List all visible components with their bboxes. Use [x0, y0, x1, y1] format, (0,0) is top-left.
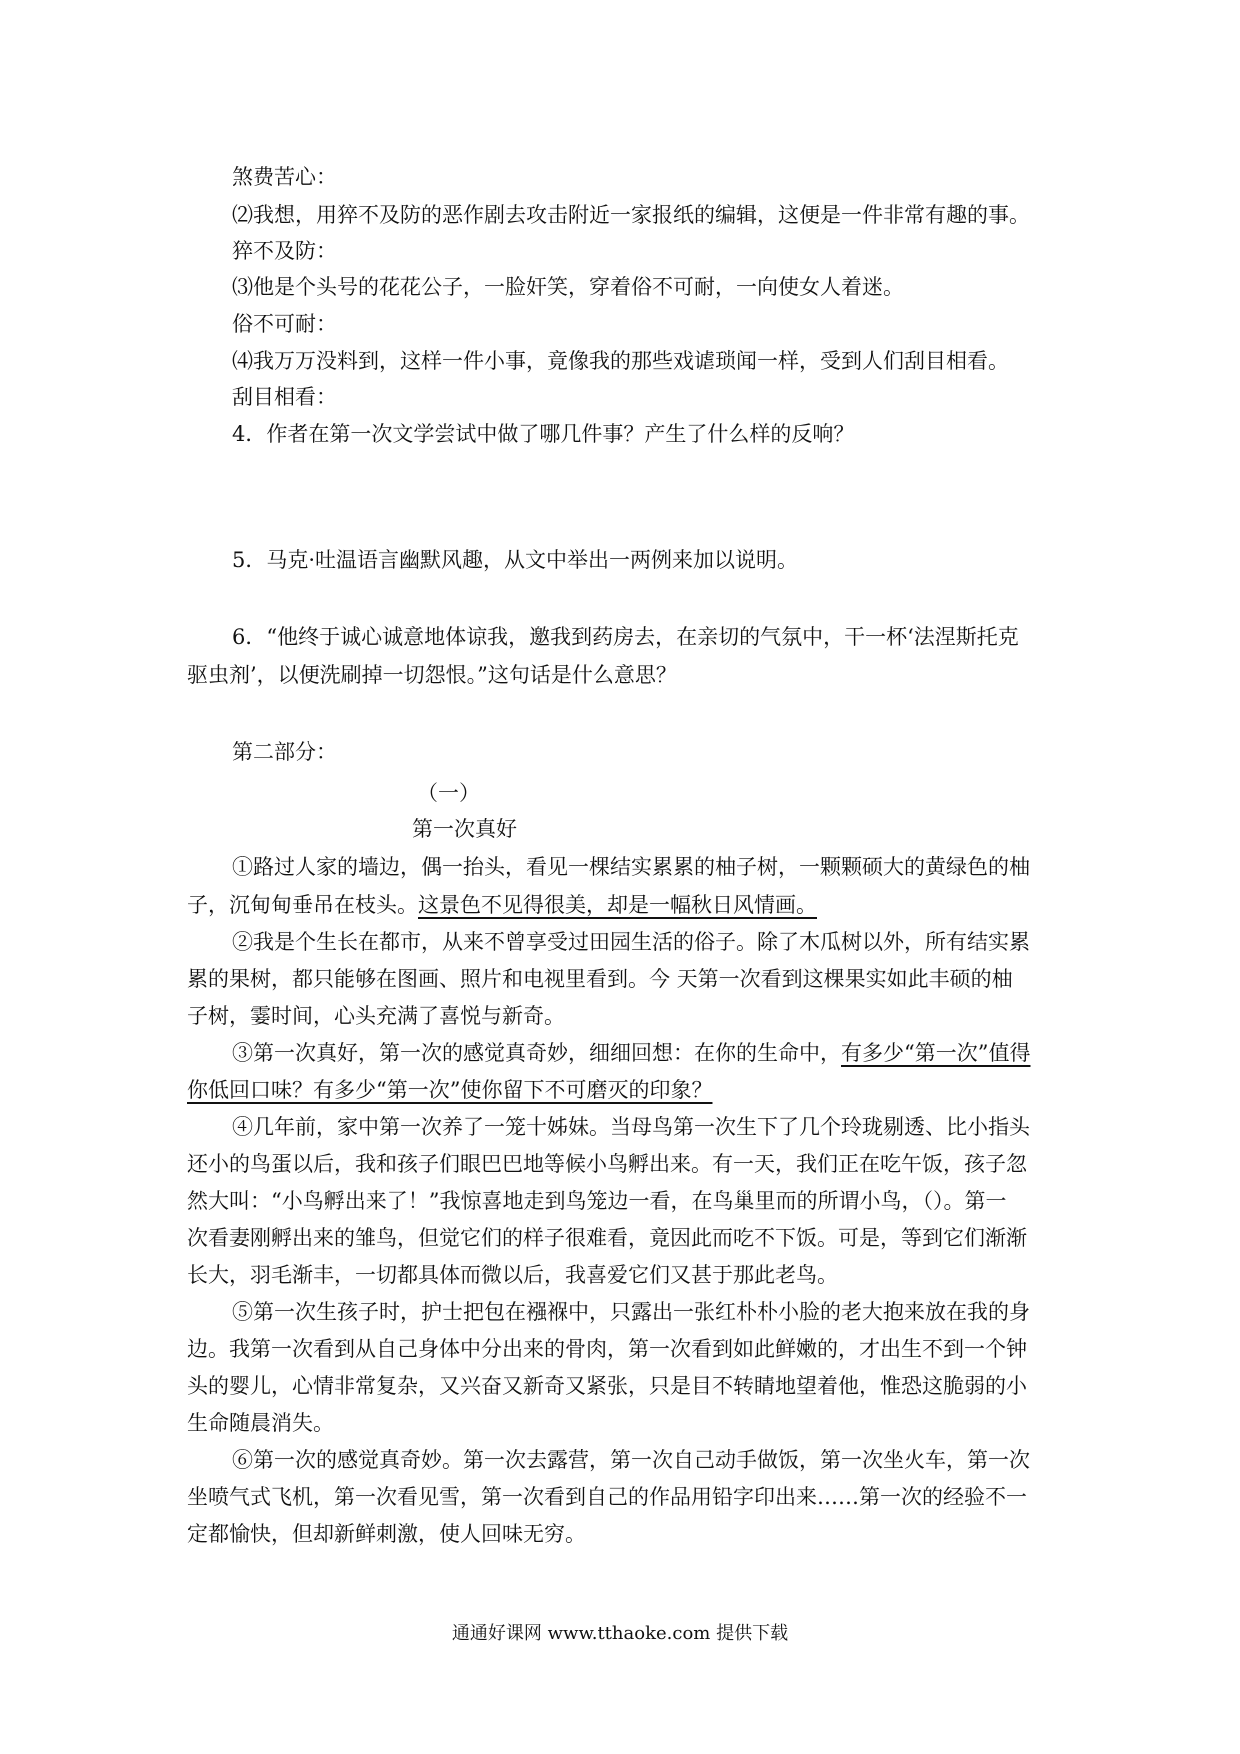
term-label: 俗不可耐：	[232, 312, 337, 336]
section-number: （一）	[417, 781, 480, 805]
question-6-line-2: 驱虫剂’，以便洗刷掉一切怨恨。”这句话是什么意思？	[187, 663, 677, 687]
paragraph-3-text: ③第一次真好，第一次的感觉真奇妙，细细回想：在你的生命中，	[232, 1041, 841, 1065]
paragraph-5-line: ⑤第一次生孩子时，护士把包在襁褓中，只露出一张红朴朴小脸的老大抱来放在我的身	[232, 1300, 1030, 1324]
paragraph-4-line: 然大叫：“小鸟孵出来了！”我惊喜地走到鸟笼边一看，在鸟巢里而的所谓小鸟，（）。第一	[187, 1189, 1007, 1213]
question-6-line-1: 6．“他终于诚心诚意地体谅我，邀我到药房去，在亲切的气氛中，干一杯‘法涅斯托克	[232, 625, 1019, 649]
sentence-2: ⑵我想，用猝不及防的恶作剧去攻击附近一家报纸的编辑，这便是一件非常有趣的事。	[232, 203, 1030, 227]
underlined-sentence: 这景色不见得很美，却是一幅秋日风情画。	[418, 893, 817, 917]
page-footer: 通通好课网 www.tthaoke.com 提供下载	[451, 1623, 789, 1644]
paragraph-4-line: 次看妻刚孵出来的雏鸟，但觉它们的样子很难看，竟因此而吃不下饭。可是，等到它们渐渐	[187, 1226, 1027, 1250]
paragraph-2-line: ②我是个生长在都市，从来不曾享受过田园生活的俗子。除了木瓜树以外，所有结实累	[232, 930, 1030, 954]
paragraph-5-line: 边。我第一次看到从自己身体中分出来的骨肉，第一次看到如此鲜嫩的，才出生不到一个钟	[187, 1337, 1027, 1361]
term-label: 煞费苦心：	[232, 165, 337, 189]
question-5: 5．马克·吐温语言幽默风趣，从文中举出一两例来加以说明。	[232, 548, 799, 572]
paragraph-1-text: 子，沉甸甸垂吊在枝头。	[187, 893, 418, 917]
underlined-sentence: 你低回口味？有多少“第一次”使你留下不可磨灭的印象？	[187, 1078, 713, 1102]
paragraph-1-line	[187, 890, 1061, 920]
sentence-3: ⑶他是个头号的花花公子，一脸奸笑，穿着俗不可耐，一向使女人着迷。	[232, 275, 904, 299]
paragraph-6-line: 坐喷气式飞机，第一次看见雪，第一次看到自己的作品用铅字印出来……第一次的经验不一	[187, 1485, 1027, 1509]
paragraph-2-line: 累的果树，都只能够在图画、照片和电视里看到。今 天第一次看到这棵果实如此丰硕的柚	[187, 967, 1013, 991]
underlined-sentence: 有多少“第一次”值得	[841, 1041, 1031, 1065]
paragraph-5-line: 生命随晨消失。	[187, 1411, 334, 1435]
paragraph-4-line: ④几年前，家中第一次养了一笼十姊妹。当母鸟第一次生下了几个玲珑剔透、比小指头	[232, 1115, 1030, 1139]
paragraph-1-line: ①路过人家的墙边，偶一抬头，看见一棵结实累累的柚子树，一颗颗硕大的黄绿色的柚	[232, 855, 1030, 879]
part-heading: 第二部分：	[232, 740, 337, 764]
term-label: 猝不及防：	[232, 239, 337, 263]
paragraph-6-line: 定都愉快，但却新鲜刺激，使人回味无穷。	[187, 1522, 586, 1546]
article-title: 第一次真好	[412, 817, 517, 841]
paragraph-6-line: ⑥第一次的感觉真奇妙。第一次去露营，第一次自己动手做饭，第一次坐火车，第一次	[232, 1448, 1030, 1472]
term-label: 刮目相看：	[232, 385, 337, 409]
paragraph-5-line: 头的婴儿，心情非常复杂，又兴奋又新奇又紧张，只是目不转睛地望着他，惟恐这脆弱的小	[187, 1374, 1027, 1398]
paragraph-4-line: 还小的鸟蛋以后，我和孩子们眼巴巴地等候小鸟孵出来。有一天，我们正在吃午饭，孩子忽	[187, 1152, 1027, 1176]
paragraph-3-line	[187, 1075, 1061, 1105]
sentence-4: ⑷我万万没料到，这样一件小事，竟像我的那些戏谑琐闻一样，受到人们刮目相看。	[232, 349, 1009, 373]
paragraph-3-line	[232, 1038, 1030, 1068]
paragraph-4-line: 长大，羽毛渐丰，一切都具体而微以后，我喜爱它们又甚于那此老鸟。	[187, 1263, 838, 1287]
paragraph-2-line: 子树，霎时间，心头充满了喜悦与新奇。	[187, 1004, 565, 1028]
question-4: 4．作者在第一次文学尝试中做了哪几件事？产生了什么样的反响？	[232, 422, 855, 446]
